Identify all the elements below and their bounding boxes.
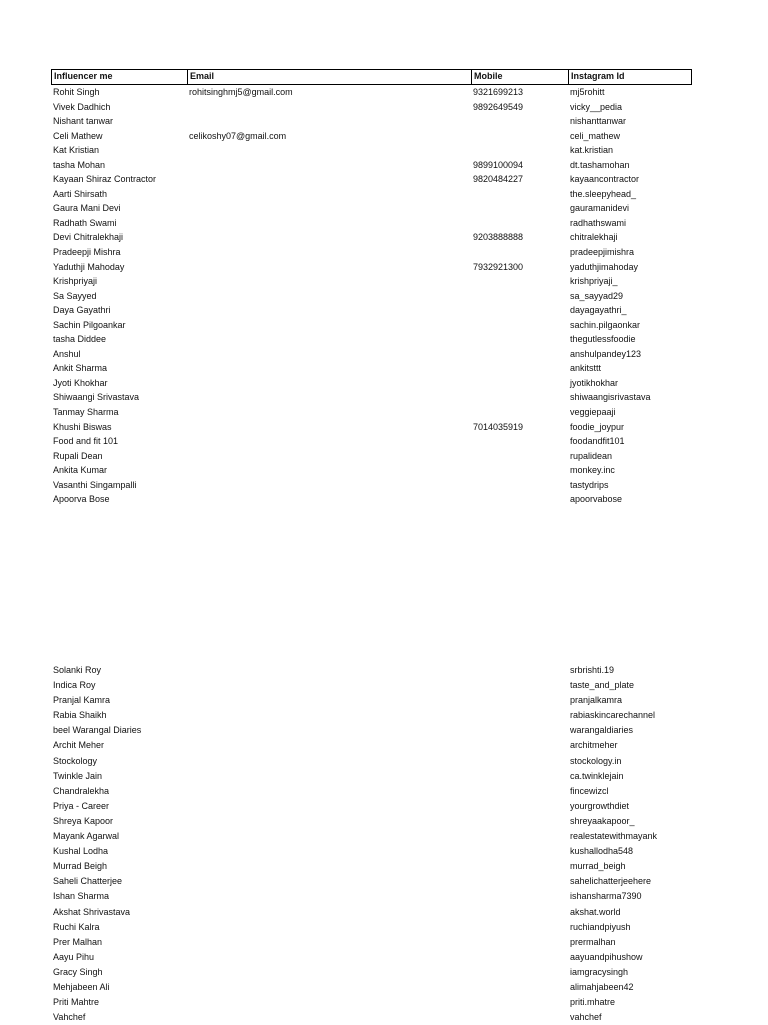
email-cell (187, 187, 471, 202)
mobile-cell (471, 434, 568, 449)
table-row (51, 829, 692, 844)
mobile-cell (471, 390, 568, 405)
table-row (51, 463, 692, 478)
mobile-cell (471, 376, 568, 391)
mobile-cell: 9820484227 (473, 174, 524, 185)
instagram-id-cell: sachin.pilgaonkar (570, 319, 641, 330)
influencer-name-cell: Kushal Lodha (53, 846, 109, 857)
instagram-id-cell: taste_and_plate (570, 680, 635, 691)
mobile-cell (471, 216, 568, 231)
influencer-name-cell: Yaduthji Mahoday (53, 261, 125, 272)
email-cell (187, 390, 471, 405)
email-cell (187, 143, 471, 158)
influencer-name-cell: Apoorva Bose (53, 494, 110, 505)
table-row (51, 1010, 692, 1025)
mobile-cell (471, 318, 568, 333)
instagram-id-cell: srbrishti.19 (570, 665, 615, 675)
table-row (51, 950, 692, 965)
instagram-id-cell: thegutlessfoodie (570, 334, 636, 345)
instagram-id-cell: fincewizcl (570, 785, 609, 796)
instagram-id-cell: warangaldiaries (570, 725, 634, 736)
table-row (51, 114, 692, 129)
email-cell (187, 332, 471, 347)
instagram-id-cell: yourgrowthdiet (570, 800, 630, 811)
influencer-name-cell: Rabia Shaikh (53, 710, 107, 721)
mobile-cell: 9892649549 (473, 101, 524, 112)
table-row (51, 361, 692, 376)
instagram-id-cell: anshulpandey123 (570, 348, 642, 359)
influencer-name-cell: Daya Gayathri (53, 305, 111, 316)
table-row (51, 965, 692, 980)
table-row (51, 376, 692, 391)
table-row (51, 784, 692, 799)
influencer-name-cell: Twinkle Jain (53, 770, 103, 781)
table-row (51, 143, 692, 158)
instagram-id-cell: apoorvabose (570, 494, 623, 505)
email-cell (187, 420, 471, 435)
mobile-cell (471, 463, 568, 478)
table-row (51, 814, 692, 829)
table-row (51, 723, 692, 738)
mobile-cell (471, 347, 568, 362)
email-cell (187, 274, 471, 289)
email-cell (187, 289, 471, 304)
instagram-id-cell: stockology.in (570, 755, 622, 766)
mobile-cell (471, 201, 568, 216)
email-cell (187, 245, 471, 260)
influencer-name-cell: Kayaan Shiraz Contractor (53, 174, 157, 185)
instagram-id-cell: kushallodha548 (570, 846, 634, 857)
email-cell (187, 376, 471, 391)
influencer-name-cell: Khushi Biswas (53, 421, 112, 432)
instagram-id-cell: nishanttanwar (570, 116, 627, 127)
instagram-id-cell: kayaancontractor (570, 174, 640, 185)
table-row (51, 245, 692, 260)
instagram-id-cell: sahelichatterjeehere (570, 876, 652, 887)
table-row (51, 754, 692, 769)
mobile-cell (471, 114, 568, 129)
header-instagram-id: Instagram Id (571, 71, 625, 81)
mobile-cell (471, 478, 568, 493)
instagram-id-cell: ruchiandpiyush (570, 921, 631, 932)
instagram-id-cell: iamgracysingh (570, 966, 629, 977)
influencer-name-cell: Solanki Roy (53, 665, 102, 675)
influencer-name-cell: Akshat Shrivastava (53, 906, 131, 917)
mobile-cell (471, 143, 568, 158)
influencer-name-cell: Saheli Chatterjee (53, 876, 123, 887)
instagram-id-cell: kat.kristian (570, 145, 614, 156)
table-row (51, 889, 692, 904)
instagram-id-cell: rupalidean (570, 450, 613, 461)
mobile-cell: 7932921300 (473, 261, 524, 272)
instagram-id-cell: akshat.world (570, 906, 621, 917)
table-row (51, 129, 692, 144)
email-cell (187, 361, 471, 376)
influencer-name-cell: Celi Mathew (53, 130, 103, 141)
influencer-name-cell: Pranjal Kamra (53, 695, 111, 706)
table-row (51, 289, 692, 304)
influencer-name-cell: Nishant tanwar (53, 116, 114, 127)
influencer-name-cell: Pradeepji Mishra (53, 247, 121, 258)
influencer-name-cell: Radhath Swami (53, 217, 117, 228)
influencer-name-cell: Rohit Singh (53, 87, 100, 97)
header-influencer-name: Influencer me (52, 70, 188, 84)
influencer-name-cell: Vasanthi Singampalli (53, 479, 137, 490)
mobile-cell (471, 129, 568, 144)
table-row (51, 405, 692, 420)
instagram-id-cell: celi_mathew (570, 130, 621, 141)
table-row (51, 303, 692, 318)
table-row (51, 980, 692, 995)
instagram-id-cell: chitralekhaji (570, 232, 618, 243)
table-row (51, 201, 692, 216)
email-cell: rohitsinghmj5@gmail.com (189, 87, 293, 97)
email-cell (187, 216, 471, 231)
table-row (51, 260, 692, 275)
table-row (51, 920, 692, 935)
table-row (51, 478, 692, 493)
influencer-name-cell: Priti Mahtre (53, 997, 100, 1008)
influencer-name-cell: Krishpriyaji (53, 276, 98, 287)
influencer-name-cell: Ruchi Kalra (53, 921, 100, 932)
mobile-cell (471, 245, 568, 260)
header-email: Email (188, 70, 472, 84)
table-row (51, 492, 692, 507)
mobile-cell (471, 289, 568, 304)
email-cell (187, 260, 471, 275)
mobile-cell (471, 332, 568, 347)
mobile-cell: 9899100094 (473, 159, 524, 170)
mobile-cell (471, 361, 568, 376)
influencer-name-cell: Anshul (53, 348, 81, 359)
influencer-name-cell: Chandralekha (53, 785, 110, 796)
mobile-cell (471, 187, 568, 202)
mobile-cell: 7014035919 (473, 421, 524, 432)
influencer-name-cell: Murrad Beigh (53, 861, 108, 872)
table-row (51, 332, 692, 347)
email-cell: celikoshy07@gmail.com (189, 130, 287, 141)
email-cell (187, 434, 471, 449)
influencer-name-cell: Tanmay Sharma (53, 407, 119, 418)
table-row (51, 905, 692, 920)
mobile-cell: 9203888888 (473, 232, 524, 243)
influencer-name-cell: Food and fit 101 (53, 436, 119, 447)
influencer-name-cell: Aarti Shirsath (53, 188, 108, 199)
influencer-name-cell: Archit Meher (53, 740, 105, 751)
influencer-name-cell: Kat Kristian (53, 145, 100, 156)
mobile-cell (471, 492, 568, 507)
email-cell (187, 201, 471, 216)
table-row (51, 769, 692, 784)
instagram-id-cell: dayagayathri_ (570, 305, 627, 316)
instagram-id-cell: vicky__pedia (570, 101, 623, 112)
instagram-id-cell: priti.mhatre (570, 997, 616, 1008)
instagram-id-cell: veggiepaaji (570, 407, 616, 418)
instagram-id-cell: realestatewithmayank (570, 831, 658, 842)
instagram-id-cell: pradeepjimishra (570, 247, 635, 258)
table-row (51, 449, 692, 464)
email-cell (187, 114, 471, 129)
table-row (51, 693, 692, 708)
instagram-id-cell: krishpriyaji_ (570, 276, 618, 287)
table-row (51, 995, 692, 1010)
mobile-cell: 9321699213 (473, 87, 524, 97)
table-row (51, 85, 692, 100)
table-row (51, 318, 692, 333)
influencer-name-cell: Stockology (53, 755, 98, 766)
instagram-id-cell: foodie_joypur (570, 421, 625, 432)
instagram-id-cell: ca.twinklejain (570, 770, 624, 781)
influencer-name-cell: beel Warangal Diaries (53, 725, 142, 736)
instagram-id-cell: the.sleepyhead_ (570, 188, 637, 199)
influencer-name-cell: Mayank Agarwal (53, 831, 120, 842)
influencer-name-cell: Indica Roy (53, 680, 96, 691)
table-row (51, 708, 692, 723)
email-cell (187, 318, 471, 333)
instagram-id-cell: yaduthjimahoday (570, 261, 639, 272)
table-row (51, 347, 692, 362)
table-row (51, 274, 692, 289)
table-row (51, 874, 692, 889)
influencer-name-cell: Jyoti Khokhar (53, 377, 108, 388)
instagram-id-cell: ishansharma7390 (570, 891, 642, 902)
instagram-id-cell: shreyaakapoor_ (570, 815, 635, 826)
table-row (51, 100, 692, 115)
email-cell (187, 478, 471, 493)
influencer-name-cell: Aayu Pihu (53, 951, 95, 962)
table-row (51, 216, 692, 231)
influencer-name-cell: Priya - Career (53, 800, 110, 811)
instagram-id-cell: tastydrips (570, 479, 609, 490)
instagram-id-cell: monkey.inc (570, 465, 615, 476)
instagram-id-cell: murrad_beigh (570, 861, 626, 872)
instagram-id-cell: mj5rohitt (570, 87, 605, 97)
table-row (51, 859, 692, 874)
influencer-name-cell: Rupali Dean (53, 450, 103, 461)
email-cell (187, 230, 471, 245)
table-row (51, 678, 692, 693)
email-cell (187, 100, 471, 115)
instagram-id-cell: foodandfit101 (570, 436, 625, 447)
influencer-table (51, 69, 692, 507)
mobile-cell (471, 449, 568, 464)
influencer-name-cell: Devi Chitralekhaji (53, 232, 124, 243)
email-cell (187, 492, 471, 507)
instagram-id-cell: aayuandpihushow (570, 951, 643, 962)
table-row (51, 935, 692, 950)
influencer-name-cell: Ankit Sharma (53, 363, 108, 374)
table-row (51, 799, 692, 814)
email-cell (187, 405, 471, 420)
influencer-name-cell: Sa Sayyed (53, 290, 97, 301)
influencer-name-cell: Gracy Singh (53, 966, 103, 977)
table-row (51, 738, 692, 753)
email-cell (187, 347, 471, 362)
mobile-cell (471, 405, 568, 420)
email-cell (187, 158, 471, 173)
instagram-id-cell: dt.tashamohan (570, 159, 630, 170)
table-row (51, 663, 692, 678)
instagram-id-cell: sa_sayyad29 (570, 290, 624, 301)
influencer-name-cell: tasha Mohan (53, 159, 106, 170)
table-row (51, 420, 692, 435)
influencer-name-cell: Shreya Kapoor (53, 815, 114, 826)
email-cell (187, 172, 471, 187)
influencer-name-cell: Ishan Sharma (53, 891, 110, 902)
influencer-name-cell: Mehjabeen Ali (53, 981, 110, 992)
table-row (51, 390, 692, 405)
instagram-id-cell: jyotikhokhar (570, 377, 619, 388)
influencer-name-cell: Vivek Dadhich (53, 101, 111, 112)
instagram-id-cell: architmeher (570, 740, 618, 751)
influencer-name-cell: Ankita Kumar (53, 465, 108, 476)
instagram-id-cell: gauramanidevi (570, 203, 630, 214)
instagram-id-cell: rabiaskincarechannel (570, 710, 656, 721)
table-body-continued (51, 663, 692, 1025)
table-row (51, 187, 692, 202)
instagram-id-cell: prermalhan (570, 936, 616, 947)
table-row (51, 844, 692, 859)
instagram-id-cell: shiwaangisrivastava (570, 392, 651, 403)
instagram-id-cell: ankitsttt (570, 363, 602, 374)
instagram-id-cell: alimahjabeen42 (570, 981, 634, 992)
table-row (51, 230, 692, 245)
table-row (51, 158, 692, 173)
influencer-name-cell: Shiwaangi Srivastava (53, 392, 140, 403)
influencer-name-cell: Prer Malhan (53, 936, 103, 947)
influencer-name-cell: Sachin Pilgoankar (53, 319, 126, 330)
instagram-id-cell: radhathswami (570, 217, 627, 228)
mobile-cell (471, 303, 568, 318)
influencer-name-cell: tasha Diddee (53, 334, 107, 345)
influencer-name-cell: Gaura Mani Devi (53, 203, 121, 214)
table-header (51, 69, 692, 85)
influencer-name-cell: Vahchef (53, 1012, 86, 1023)
table-row (51, 172, 692, 187)
mobile-cell (471, 274, 568, 289)
table-body (51, 85, 692, 507)
header-mobile: Mobile (472, 70, 569, 84)
instagram-id-cell: vahchef (570, 1012, 602, 1023)
table-row (51, 434, 692, 449)
email-cell (187, 449, 471, 464)
instagram-id-cell: pranjalkamra (570, 695, 623, 706)
email-cell (187, 303, 471, 318)
email-cell (187, 463, 471, 478)
